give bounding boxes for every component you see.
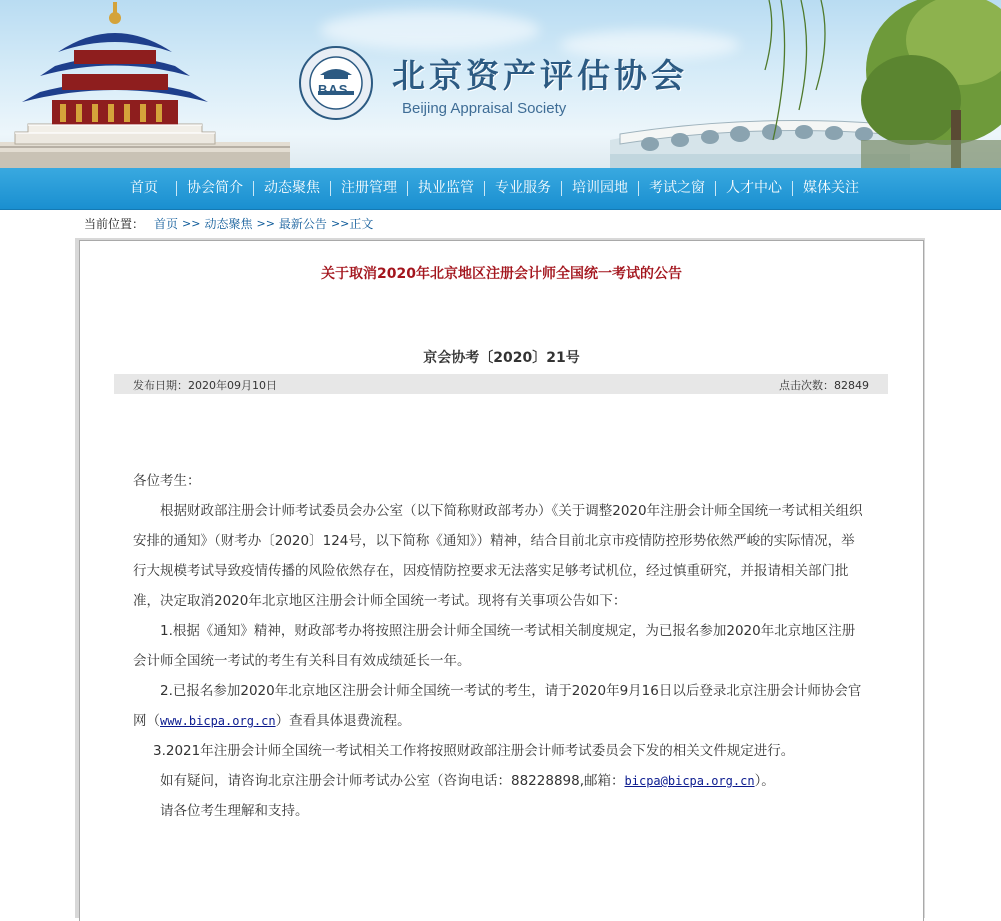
breadcrumb-news-focus[interactable]: 动态聚焦 <box>204 216 253 231</box>
article-item-3: 3.2021年注册会计师全国统一考试相关工作将按照财政部注册会计师考试委员会下发的相关文件规定进行。 <box>153 743 795 759</box>
main-nav <box>0 168 1001 210</box>
bicpa-website-link[interactable]: www.bicpa.org.cn <box>160 714 276 728</box>
breadcrumb-home[interactable]: 首页 <box>154 216 179 231</box>
nav-divider <box>792 181 793 196</box>
article-panel <box>79 240 924 921</box>
breadcrumb <box>84 214 373 232</box>
publish-date: 发布日期：2020年09月10日 <box>133 379 277 392</box>
article-item-2-suffix: ）查看具体退费流程。 <box>275 713 411 729</box>
article-title: 关于取消2020年北京地区注册会计师全国统一考试的公告 <box>321 266 682 282</box>
breadcrumb-separator: >> <box>330 216 350 230</box>
nav-divider <box>176 181 177 196</box>
nav-divider <box>638 181 639 196</box>
click-count: 点击次数：82849 <box>779 379 869 392</box>
closing-text: 请各位考生理解和支持。 <box>160 803 309 819</box>
article-item-1: 1.根据《通知》精神，财政部考办将按照注册会计师全国统一考试相关制度规定，为已报名参加2020年北京地区注册会计师全国统一考试的考生有关科目有效成绩延长一年。 <box>133 623 856 669</box>
nav-item-services[interactable]: 专业服务 <box>495 180 551 196</box>
article-meta-bar <box>114 374 888 394</box>
nav-divider <box>253 181 254 196</box>
nav-item-news-focus[interactable]: 动态聚焦 <box>264 180 320 196</box>
contact-email-link[interactable]: bicpa@bicpa.org.cn <box>624 774 755 788</box>
document-number: 京会协考〔2020〕21号 <box>423 350 580 366</box>
nav-item-home[interactable]: 首页 <box>130 180 158 196</box>
contact-info <box>133 766 868 796</box>
site-subtitle: Beijing Appraisal Society <box>402 100 567 117</box>
nav-item-registration[interactable]: 注册管理 <box>341 180 397 196</box>
site-title: 北京资产评估协会 <box>392 56 688 95</box>
article-paragraph: 根据财政部注册会计师考试委员会办公室（以下简称财政部考办）《关于调整2020年注册会计师全国统一考试相关组织安排的通知》（财考办〔2020〕124号，以下简称《通知》）精神，结合目前北京市疫情防控形势依然严峻的实际情况，举行大规模考试导致疫情传播的风险依然存在，因疫情防控要求无法落实足够考试机位，经过慎重研究，并报请相关部门批准，决定取消2020年北京地区注册会计师全国统一考试。现将有关事项公告如下： <box>133 503 863 609</box>
nav-divider <box>715 181 716 196</box>
article-item-2-text: 2.已报名参加2020年北京地区注册会计师全国统一考试的考生，请于2020年9月16日以后登录北京注册会计师协会官网（ <box>133 683 862 729</box>
breadcrumb-separator: >> <box>182 216 201 230</box>
breadcrumb-separator: >> <box>256 216 275 230</box>
breadcrumb-current[interactable]: 正文 <box>349 216 374 231</box>
breadcrumb-label: 当前位置： <box>84 216 145 231</box>
contact-suffix: ）。 <box>754 773 775 789</box>
nav-item-media[interactable]: 媒体关注 <box>803 180 859 196</box>
nav-divider <box>561 181 562 196</box>
logo-text: BAS <box>318 82 349 97</box>
article-body <box>133 466 868 826</box>
nav-item-talent[interactable]: 人才中心 <box>726 180 782 196</box>
breadcrumb-latest-notices[interactable]: 最新公告 <box>278 216 327 231</box>
article-item-2 <box>133 676 868 736</box>
temple-of-heaven-image <box>0 0 290 168</box>
contact-text: 如有疑问，请咨询北京注册会计师考试办公室（咨询电话：88228898,邮箱： <box>160 773 625 789</box>
nav-item-supervision[interactable]: 执业监管 <box>418 180 474 196</box>
nav-divider <box>407 181 408 196</box>
header-banner <box>0 0 1001 168</box>
willow-tree-image <box>761 0 1001 168</box>
nav-divider <box>330 181 331 196</box>
nav-item-about[interactable]: 协会简介 <box>187 180 243 196</box>
cloud-decoration <box>320 10 540 50</box>
nav-divider <box>484 181 485 196</box>
nav-item-training[interactable]: 培训园地 <box>572 180 628 196</box>
nav-list <box>117 168 869 209</box>
nav-item-exams[interactable]: 考试之窗 <box>649 180 705 196</box>
greeting: 各位考生： <box>133 473 201 489</box>
